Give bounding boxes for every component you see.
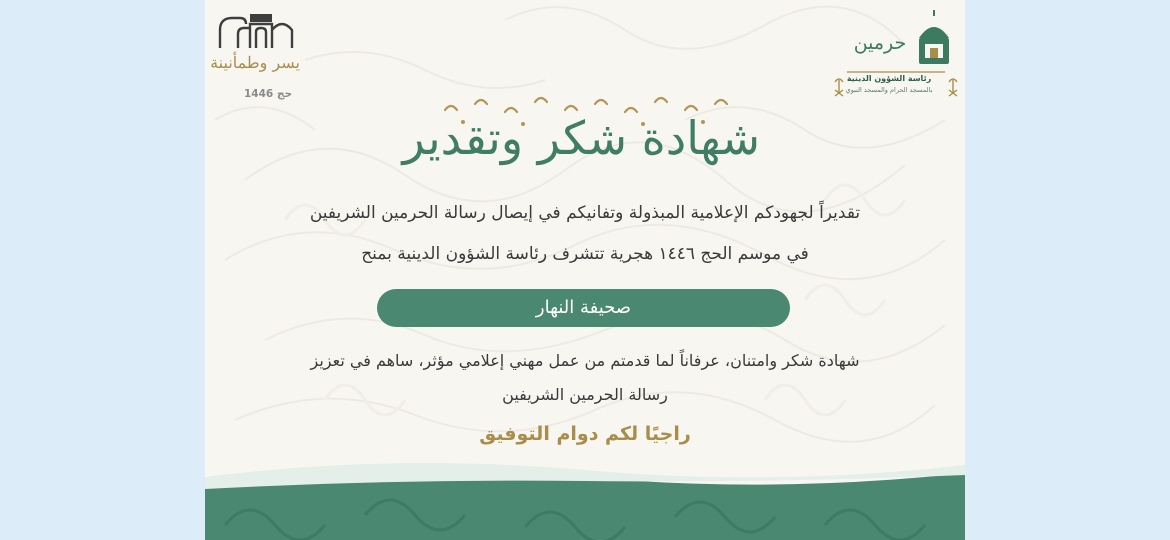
religious-affairs-presidency-logo — [833, 10, 961, 105]
presidency-subtitle-text: بالمسجد الحرام والمسجد النبوي — [845, 86, 933, 94]
hajj-year-label: حج 1446 — [243, 88, 293, 100]
recipient-name: صحيفة النهار — [535, 297, 632, 318]
decorative-bottom-band — [205, 455, 965, 540]
hajj-slogan-text: يسر وطمأنينة — [210, 53, 300, 72]
intro-line-1: تقديراً لجهودكم الإعلامية المبذولة وتفانيكم في إيصال رسالة الحرمين الشريفين — [309, 203, 861, 223]
certificate-card — [205, 0, 965, 540]
arch-gate-icon — [210, 8, 302, 58]
hajj-slogan-logo — [210, 8, 302, 103]
intro-line-2: في موسم الحج ١٤٤٦ هجرية تتشرف رئاسة الشؤون الدينية بمنح — [361, 244, 809, 264]
acknowledgement-line-1: شهادة شكر وامتنان، عرفاناً لما قدمتم من عمل مهني إعلامي مؤثر، ساهم في تعزيز — [310, 351, 860, 370]
presidency-name-text: رئاسة الشؤون الدينية — [846, 74, 932, 83]
closing-wish: راجيًا لكم دوام التوفيق — [479, 423, 691, 445]
recipient-banner — [377, 289, 790, 327]
mosque-icon — [919, 10, 949, 64]
acknowledgement-line-2: رسالة الحرمين الشريفين — [502, 385, 668, 404]
haramain-brand-text: حرمين — [853, 32, 907, 54]
certificate-title: شهادة شكر وتقدير — [402, 111, 760, 165]
